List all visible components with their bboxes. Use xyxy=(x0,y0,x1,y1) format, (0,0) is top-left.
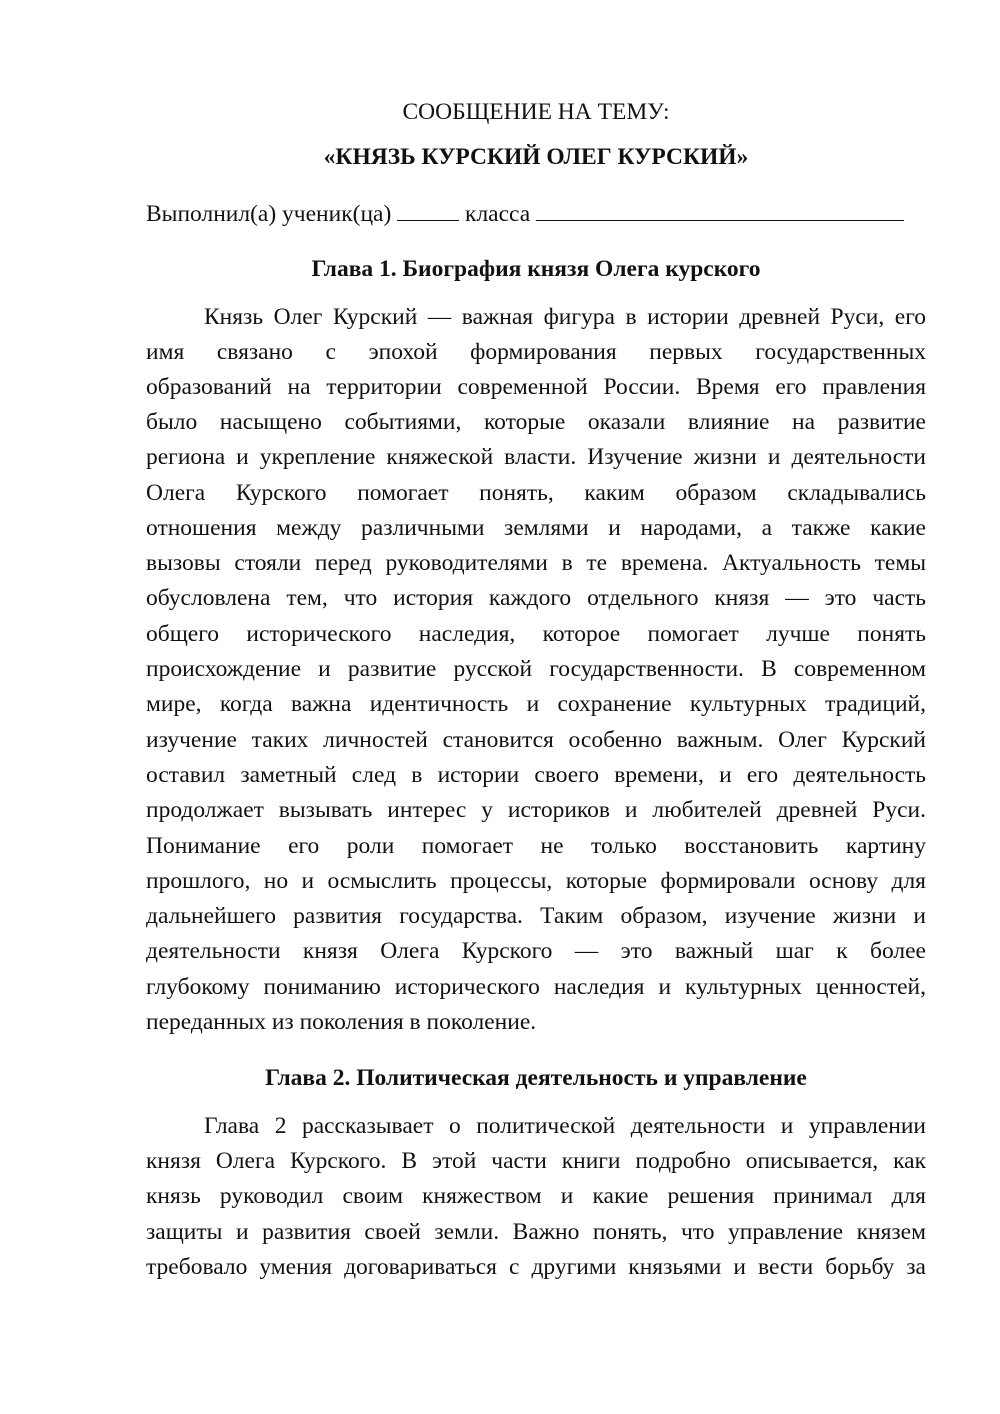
paragraph-line: оставил заметный след в истории своего времени, и его деятельность xyxy=(146,762,926,788)
class-label: класса xyxy=(465,201,531,227)
paragraph-line: Понимание его роли помогает не только восстановить картину xyxy=(146,833,926,859)
paragraph-line: Олега Курского помогает понять, каким образом складывались xyxy=(146,480,926,506)
paragraph-line: требовало умения договариваться с другими князьями и вести борьбу за xyxy=(146,1254,926,1280)
paragraph-line: вызовы стояли перед руководителями в те времена. Актуальность темы xyxy=(146,550,926,576)
paragraph-line: глубокому пониманию исторического наследия и культурных ценностей, xyxy=(146,974,926,1000)
author-line xyxy=(146,198,926,229)
class-name-blank-field[interactable] xyxy=(536,198,904,221)
performed-by-label: Выполнил(а) ученик(ца) xyxy=(146,201,392,227)
paragraph-line: дальнейшего развития государства. Таким образом, изучение жизни и xyxy=(146,903,926,929)
paragraph-line: Глава 2 рассказывает о политической деятельности и управлении xyxy=(204,1113,926,1139)
paragraph-line: мире, когда важна идентичность и сохранение культурных традиций, xyxy=(146,691,926,717)
paragraph-line: деятельности князя Олега Курского — это важный шаг к более xyxy=(146,938,926,964)
paragraph-line: имя связано с эпохой формирования первых государственных xyxy=(146,339,926,365)
paragraph-line: происхождение и развитие русской государственности. В современном xyxy=(146,656,926,682)
paragraph-line: Князь Олег Курский — важная фигура в истории древней Руси, его xyxy=(204,304,926,330)
title-line-2: «КНЯЗЬ КУРСКИЙ ОЛЕГ КУРСКИЙ» xyxy=(323,144,749,170)
title-line-1: СООБЩЕНИЕ НА ТЕМУ: xyxy=(402,99,670,125)
paragraph-line: образований на территории современной России. Время его правления xyxy=(146,374,926,400)
grade-blank-field[interactable] xyxy=(397,198,459,221)
paragraph-line: переданных из поколения в поколение. xyxy=(146,1009,537,1035)
paragraph-line: региона и укрепление княжеской власти. Изучение жизни и деятельности xyxy=(146,444,926,470)
chapter-1-heading: Глава 1. Биография князя Олега курского xyxy=(311,256,761,282)
paragraph-line: князя Олега Курского. В этой части книги подробно описывается, как xyxy=(146,1148,926,1174)
paragraph-line: изучение таких личностей становится особенно важным. Олег Курский xyxy=(146,727,926,753)
paragraph-line: продолжает вызывать интерес у историков и любителей древней Руси. xyxy=(146,797,926,823)
paragraph-line: отношения между различными землями и народами, а также какие xyxy=(146,515,926,541)
chapter-2-heading: Глава 2. Политическая деятельность и управление xyxy=(265,1065,807,1091)
paragraph-line: защиты и развития своей земли. Важно понять, что управление князем xyxy=(146,1219,926,1245)
paragraph-line: обусловлена тем, что история каждого отдельного князя — это часть xyxy=(146,585,926,611)
paragraph-line: было насыщено событиями, которые оказали влияние на развитие xyxy=(146,409,926,435)
paragraph-line: общего исторического наследия, которое помогает лучше понять xyxy=(146,621,926,647)
paragraph-line: прошлого, но и осмыслить процессы, которые формировали основу для xyxy=(146,868,926,894)
paragraph-line: князь руководил своим княжеством и какие решения принимал для xyxy=(146,1183,926,1209)
